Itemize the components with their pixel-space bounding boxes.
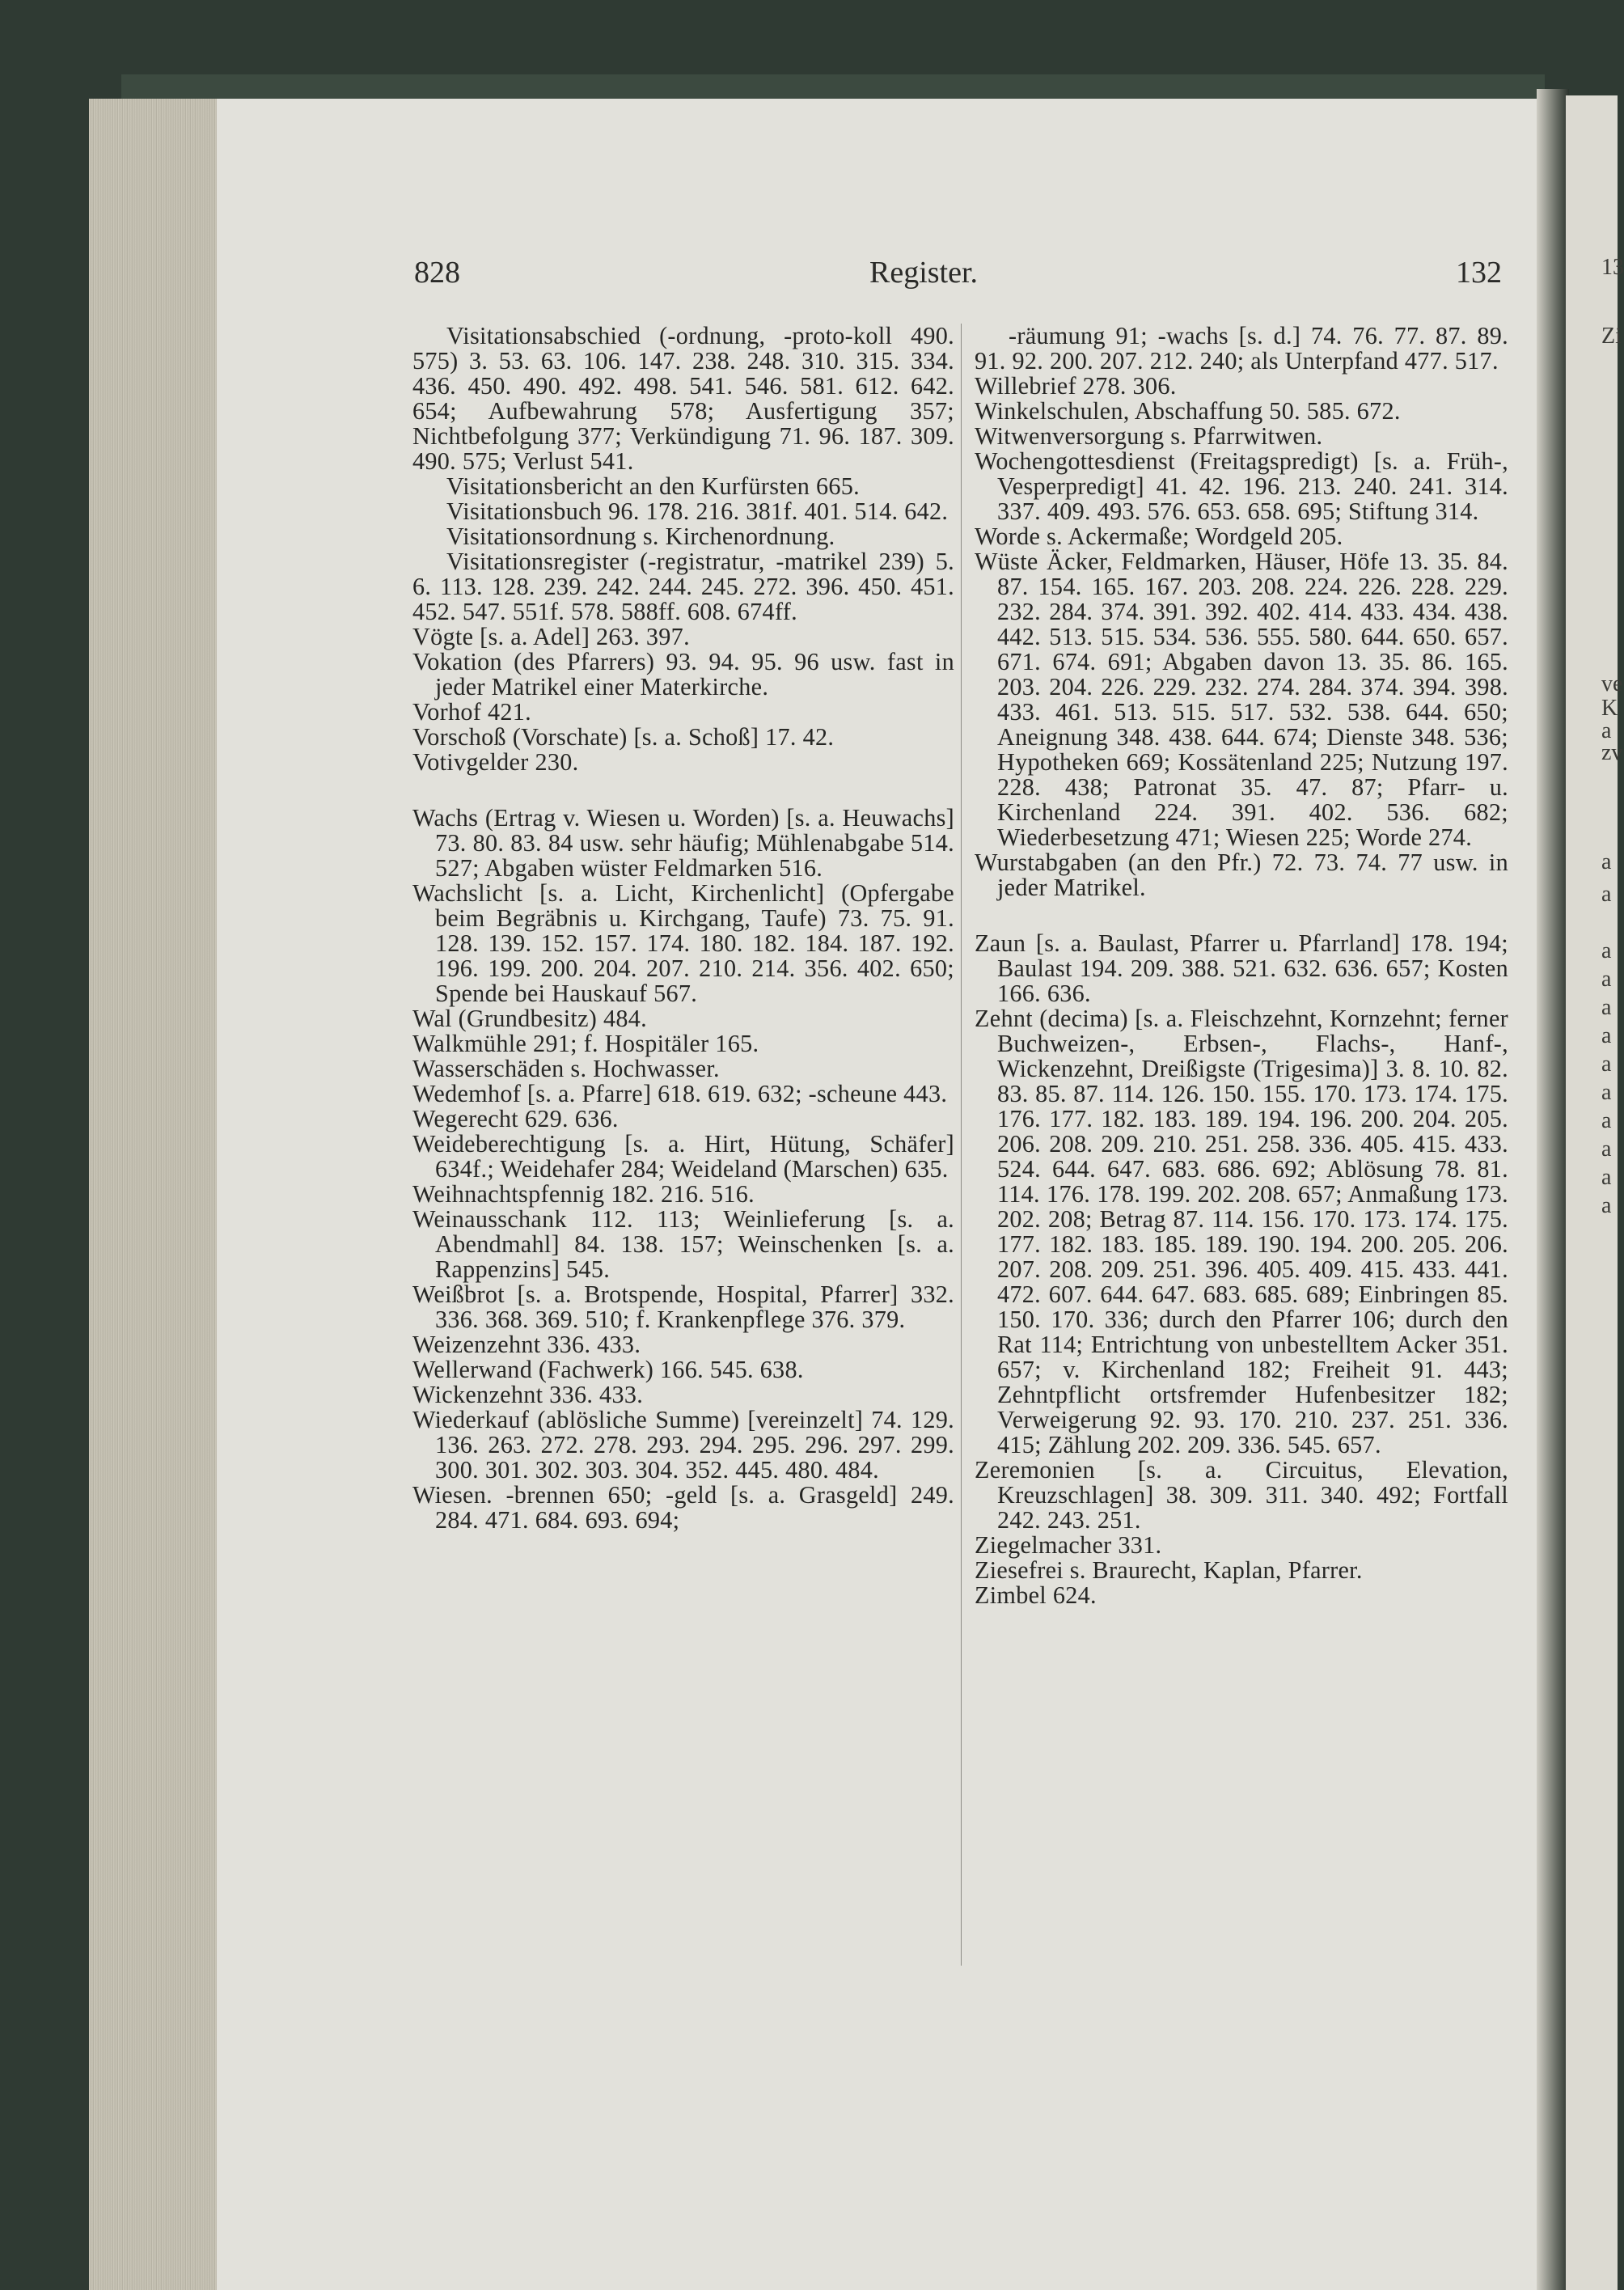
- index-entry: Ziegelmacher 331.: [975, 1531, 1162, 1559]
- next-page-fragment: a: [1601, 718, 1612, 743]
- index-entry: Wal (Grundbesitz) 484.: [412, 1005, 648, 1032]
- index-entry: Zimbel 624.: [975, 1581, 1097, 1609]
- index-entry: Zehnt (decima) [s. a. Fleischzehnt, Kornzehnt; ferner Buchweizen-, Erbsen-, Flachs-, Hanf-, Wickenzehnt, Dreißigste (Trigesima)] 3. 8. 10. 82. 83. 85. 87. 114. 126. 150. 155. 170. 173. 174. 175. 176. 177. 182. 183. 189. 194. 196. 200. 204. 205. 206. 208. 209. 210. 251. 258. 336. 405. 415. 433. 524. 644. 647. 683. 686. 692; Ablösung 78. 81. 114. 176. 178. 199. 202. 208. 657; Anmaßung 173. 202. 208; Betrag 87. 114. 156. 170. 173. 174. 175. 177. 182. 183. 185. 189. 190. 194. 200. 205. 206. 207. 208. 209. 251. 396. 405. 409. 415. 433. 441. 472. 607. 644. 647. 683. 685. 689; Einbringen 85. 150. 170. 336; durch den Pfarrer 106; durch den Rat 114; Entrichtung von unbestelltem Acker 351. 657; v. Kirchenland 182; Freiheit 91. 443; Zehntpflicht ortsfremder Hufenbesitzer 182; Verweigerung 92. 93. 170. 210. 237. 251. 336. 415; Zählung 202. 209. 336. 545. 657.: [975, 1005, 1508, 1458]
- index-entry: Vorschoß (Vorschate) [s. a. Schoß] 17. 42.: [412, 723, 835, 751]
- index-entry: Wasserschäden s. Hochwasser.: [412, 1055, 720, 1082]
- index-entry: Vögte [s. a. Adel] 263. 397.: [412, 623, 690, 650]
- index-entry: Walkmühle 291; f. Hospitäler 165.: [412, 1030, 759, 1057]
- index-entry: Visitationsordnung s. Kirchenordnung.: [446, 523, 835, 550]
- next-page-fragment: a: [1601, 1023, 1612, 1048]
- section-gap: [975, 900, 1508, 931]
- index-entry: Zaun [s. a. Baulast, Pfarrer u. Pfarrland] 178. 194; Baulast 194. 209. 388. 521. 632. 636. 657; Kosten 166. 636.: [975, 929, 1508, 1007]
- index-entry: Wedemhof [s. a. Pfarre] 618. 619. 632; -scheune 443.: [412, 1080, 948, 1107]
- next-page-fragment: a: [1601, 938, 1612, 963]
- next-page-fragment: a: [1601, 882, 1612, 907]
- next-page-fragment: zv: [1601, 740, 1623, 765]
- index-entry: -räumung 91; -wachs [s. d.] 74. 76. 77. 87. 89. 91. 92. 200. 207. 212. 240; als Unterpfand 477. 517.: [975, 322, 1508, 375]
- index-entry: Weinausschank 112. 113; Weinlieferung [s. a. Abendmahl] 84. 138. 157; Weinschenken [s. a. Rappenzins] 545.: [412, 1205, 954, 1283]
- index-entry: Witwenversorgung s. Pfarrwitwen.: [975, 422, 1323, 450]
- left-index-column: [412, 324, 954, 1533]
- column-rule: [961, 324, 962, 1966]
- index-entry: Vokation (des Pfarrers) 93. 94. 95. 96 usw. fast in jeder Matrikel einer Materkirche.: [412, 648, 954, 701]
- index-entry: Vorhof 421.: [412, 698, 531, 726]
- index-entry: Wochengottesdienst (Freitagspredigt) [s. a. Früh-, Vesperpredigt] 41. 42. 196. 213. 240. 241. 314. 337. 409. 493. 576. 653. 658. 695; Stiftung 314.: [975, 447, 1508, 525]
- next-page-fragment: a: [1601, 1080, 1612, 1105]
- index-entry: Willebrief 278. 306.: [975, 372, 1177, 400]
- next-page-fragment: 13: [1601, 255, 1624, 280]
- next-page-fragment: a: [1601, 1165, 1612, 1190]
- right-number: 132: [1456, 256, 1502, 290]
- index-entry: Weißbrot [s. a. Brotspende, Hospital, Pfarrer] 332. 336. 368. 369. 510; f. Krankenpflege 376. 379.: [412, 1280, 954, 1333]
- index-entry: Ziesefrei s. Braurecht, Kaplan, Pfarrer.: [975, 1556, 1363, 1584]
- index-entry: Wegerecht 629. 636.: [412, 1105, 619, 1132]
- index-entry: Visitationsbericht an den Kurfürsten 665.: [446, 472, 860, 500]
- index-entry: Winkelschulen, Abschaffung 50. 585. 672.: [975, 397, 1401, 425]
- next-page-fragment: a: [1601, 1137, 1612, 1162]
- index-entry: Visitationsregister (-registratur, -matrikel 239) 5. 6. 113. 128. 239. 242. 244. 245. 272. 396. 450. 451. 452. 547. 551f. 578. 588ff. 608. 674ff.: [412, 548, 954, 625]
- next-page-fragment: ve: [1601, 671, 1623, 696]
- index-entry: Zeremonien [s. a. Circuitus, Elevation, Kreuzschlagen] 38. 309. 311. 340. 492; Fortfall 242. 243. 251.: [975, 1456, 1508, 1534]
- page-number: 828: [414, 256, 460, 290]
- right-index-column: [975, 324, 1508, 1608]
- book-gutter: [1537, 89, 1569, 2290]
- index-entry: Wüste Äcker, Feldmarken, Häuser, Höfe 13. 35. 84. 87. 154. 165. 167. 203. 208. 224. 226. 228. 229. 232. 284. 374. 391. 392. 402. 414. 433. 434. 438. 442. 513. 515. 534. 536. 555. 580. 644. 650. 657. 671. 674. 691; Abgaben davon 13. 35. 86. 165. 203. 204. 226. 229. 232. 274. 284. 374. 394. 398. 433. 461. 513. 515. 517. 532. 538. 644. 650; Aneignung 348. 438. 644. 674; Dienste 348. 536; Hypotheken 669; Kossätenland 225; Nutzung 197. 228. 438; Patronat 35. 47. 87; Pfarr- u. Kirchenland 224. 391. 402. 536. 682; Wiederbesetzung 471; Wiesen 225; Worde 274.: [975, 548, 1508, 851]
- index-entry: Wiesen. -brennen 650; -geld [s. a. Grasgeld] 249. 284. 471. 684. 693. 694;: [412, 1481, 954, 1534]
- running-title: Register.: [869, 256, 979, 290]
- book-page-edges: [89, 99, 225, 2290]
- index-entry: Visitationsabschied (-ordnung, -proto-koll 490. 575) 3. 53. 63. 106. 147. 238. 248. 310. 315. 334. 436. 450. 490. 492. 498. 541. 546. 581. 612. 642. 654; Aufbewahrung 578; Ausfertigung 357; Nichtbefolgung 377; Verkündigung 71. 96. 187. 309. 490. 575; Verlust 541.: [412, 322, 954, 475]
- index-entry: Weizenzehnt 336. 433.: [412, 1331, 641, 1358]
- index-entry: Weihnachtspfennig 182. 216. 516.: [412, 1180, 755, 1208]
- next-page-fragment: a: [1601, 1052, 1612, 1077]
- index-entry: Wellerwand (Fachwerk) 166. 545. 638.: [412, 1356, 804, 1383]
- next-page-fragment: a: [1601, 995, 1612, 1020]
- index-entry: Wurstabgaben (an den Pfr.) 72. 73. 74. 77 usw. in jeder Matrikel.: [975, 849, 1508, 901]
- index-entry: Worde s. Ackermaße; Wordgeld 205.: [975, 523, 1343, 550]
- section-gap: [412, 775, 954, 806]
- next-page-fragment: Zi: [1601, 324, 1622, 349]
- next-page-fragment: a: [1601, 1108, 1612, 1133]
- index-entry: Visitationsbuch 96. 178. 216. 381f. 401. 514. 642.: [446, 497, 949, 525]
- index-entry: Wachslicht [s. a. Licht, Kirchenlicht] (Opfergabe beim Begräbnis u. Kirchgang, Taufe) 73. 75. 91. 128. 139. 152. 157. 174. 180. 182. 184. 187. 192. 196. 199. 200. 204. 207. 210. 214. 356. 402. 650; Spende bei Hauskauf 567.: [412, 879, 954, 1007]
- next-page-fragment: K: [1601, 696, 1618, 721]
- index-entry: Weideberechtigung [s. a. Hirt, Hütung, Schäfer] 634f.; Weidehafer 284; Weideland (Marschen) 635.: [412, 1130, 954, 1183]
- index-entry: Wickenzehnt 336. 433.: [412, 1381, 644, 1408]
- index-entry: Wiederkauf (ablösliche Summe) [vereinzelt] 74. 129. 136. 263. 272. 278. 293. 294. 295. 296. 297. 299. 300. 301. 302. 303. 304. 352. 445. 480. 484.: [412, 1406, 954, 1484]
- index-entry: Wachs (Ertrag v. Wiesen u. Worden) [s. a. Heuwachs] 73. 80. 83. 84 usw. sehr häufig; Mühlenabgabe 514. 527; Abgaben wüster Feldmarken 516.: [412, 804, 954, 882]
- index-entry: Votivgelder 230.: [412, 748, 579, 776]
- next-page-fragment: a: [1601, 967, 1612, 992]
- next-page-fragment: a: [1601, 1193, 1612, 1218]
- next-page-fragment: a: [1601, 849, 1612, 874]
